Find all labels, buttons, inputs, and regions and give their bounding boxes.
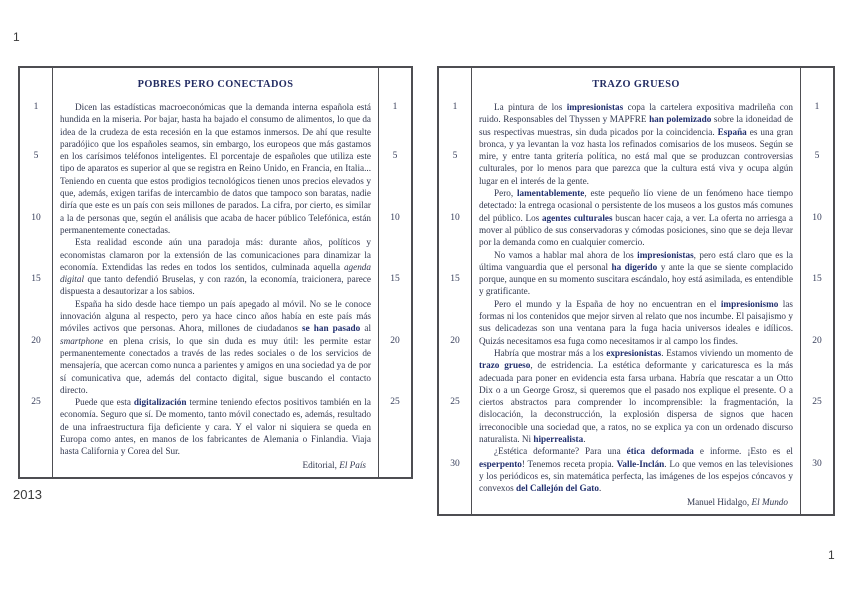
paragraph	[479, 445, 793, 494]
line-number: 1	[33, 102, 39, 112]
paragraph	[479, 101, 793, 187]
text-segment: hiperrealista	[533, 434, 584, 445]
paragraph	[60, 236, 371, 297]
text-segment: ha digerido	[611, 261, 658, 272]
line-number: 25	[390, 397, 400, 408]
text-segment: , este pequeño lío viene de un fenómeno hace tiempo detectado: la entrega ocasional o persistente de los museos a los gustos más comunes del público. Los	[479, 188, 793, 223]
text-segment: Dicen las estadísticas macroeconómicas que la demanda interna española está hundida en la miseria. Por bajar, hasta ha bajado el consumo de alimentos, lo que da idea de la crudeza de esta recesión en la que estamos inmersos. De ahí que resulte paradójico que los españoles seamos, sin embargo, los europeos que más gastamos en los carísimos teléfonos inteligentes. El porcentaje de españoles que utiliza este tipo de aparatos es superior al que se registra en Reino Unido, en Francia, en Italia... Teniendo en cuenta que estos prodigios tecnológicos tienen unos precios elevados y que, además, exigen tarifas de intercambio de datos que tampoco son baratas, nadie diría que este es un país con seis millones de parados. La cifra, por cierto, es similar a la de personas que, según el análisis que acaba de hacer público Telefónica, están permanentemente conectadas.	[60, 102, 371, 235]
text-segment: El País	[339, 459, 366, 470]
article-title-right: TRAZO GRUESO	[592, 79, 680, 90]
text-segment: las formas ni los contenidos que mejor sirven al relato que nos incumbe. El paisajismo y sus delicadezas son una ventana para la fuga hacia universos ideales e idílicos. Quizás necesitamos esa fuga como necesitamos ir al campo los findes.	[479, 298, 793, 346]
text-segment: es una gran bronca, y ya levantan la voz hasta los refinados comisarios de los museos. Según se mire, y entre tanta gritería política, no está mal que se produzcan controversias culturales, por lo menos para que parezca que la cultura está viva y ocupa algún lugar en el interés de la gente.	[479, 126, 793, 186]
text-segment: ¿Estética deformante? Para una	[494, 446, 627, 457]
text-segment: al	[360, 323, 371, 334]
text-segment: e informe. ¡Esto es el	[693, 446, 793, 457]
text-segment: ! Tenemos receta propia.	[521, 458, 617, 469]
text-segment: No vamos a hablar mal ahora de los	[494, 249, 638, 260]
text-segment: en plena crisis, lo que sin duda es muy útil: les permite estar permanentemente conectados a través de las redes sociales o de los servicios de mensajería, que acercan como nunca a parientes y amigos en una sociedad ya de por sí comunicativa que, además del contacto digital, sigue buscando el contacto directo.	[60, 335, 371, 395]
text-segment: Manuel Hidalgo,	[686, 496, 752, 507]
text-segment: España ha sido desde hace tiempo un país apegado al móvil. No se le conoce innovación alguna al respecto, pero ya hace cinco años había en este país más móviles activos que personas. Ahora, millones de ciudadanos	[60, 298, 371, 334]
text-segment: agentes culturales	[541, 212, 613, 223]
line-number: 25	[450, 397, 460, 408]
text-segment: Puede que esta	[75, 397, 134, 408]
signature	[479, 496, 793, 508]
line-number: 25	[31, 397, 41, 408]
line-number: 20	[31, 335, 41, 346]
text-segment: lamentablemente	[516, 188, 585, 199]
line-number: 10	[390, 212, 400, 223]
text-segment: copa la cartelera expositiva madrileña con ruido. Responsables del Thyssen y MAPFRE	[479, 102, 794, 125]
line-number: 20	[812, 335, 822, 346]
line-number: 1	[392, 102, 398, 112]
article-title-left: POBRES PERO CONECTADOS	[137, 79, 294, 90]
text-segment: impresionistas	[566, 102, 624, 112]
text-segment: , de estridencia. La estética deformante y caricaturesca es la más adecuada para poner en evidencia esta farsa urbana. Habría que rescatar a un Otto Dix o a un George Grosz, si queremos que el pasado nos explique el presente. O a ciertos abstractos para comprender lo incomprensible: la fragmentación, la dislocación, la deconstrucción, la explosión dispersa de signos que hacen irreconocible una sociedad que, a ratos, no se explica ya con un ordenado discurso naturalista. Ni	[479, 360, 793, 445]
article-left-content	[53, 68, 378, 477]
text-segment: impresionismo	[720, 298, 779, 309]
line-number: 20	[450, 335, 460, 346]
page-number-top-left: 1	[13, 30, 20, 44]
text-segment: Pero el mundo y la España de hoy no encuentran en el	[494, 298, 721, 309]
text-segment: trazo grueso	[479, 360, 531, 371]
line-number: 1	[814, 102, 820, 112]
paragraph	[60, 101, 371, 236]
text-segment: agenda digital	[60, 261, 371, 285]
signature	[60, 459, 371, 471]
text-segment: impresionistas	[637, 249, 694, 260]
line-number: 20	[390, 335, 400, 346]
line-number: 15	[31, 274, 41, 285]
line-number-gutter	[439, 68, 472, 514]
text-segment: , pero está claro que es la última vanguardia que el personal	[479, 249, 793, 272]
line-number: 25	[812, 397, 822, 408]
line-number: 5	[814, 151, 820, 162]
paragraph	[479, 187, 793, 248]
text-segment: Esta realidad esconde aún una paradoja más: durante años, políticos y economistas clamaron por la extensión de las comunicaciones para dinamizar la economía. Extendidas las redes en todos los sentidos, culminada aquella	[60, 237, 371, 272]
text-segment: expresionistas	[606, 347, 662, 358]
line-number: 5	[392, 151, 398, 162]
paragraph	[479, 249, 793, 298]
text-segment: España	[717, 126, 747, 137]
text-segment: y ante la que se siente complacido porque, aunque en su momento suscitara escándalo, hoy está asimilada, es entendible y gratificante.	[479, 261, 793, 297]
text-segment: esperpento	[479, 458, 522, 469]
line-number: 5	[452, 151, 458, 162]
text-segment: termine teniendo efectos positivos también en la economía. Seguro que sí. De momento, tanto móvil conectado es, además, resultado de una infraestructura fija deficiente y cara. Y el valor ni siquiera se queda en Europa como antes, en manos de los fabricantes de Alemania o Finlandia. Viaja hasta California y Corea del Sur.	[60, 397, 371, 457]
line-number: 1	[452, 102, 458, 112]
text-segment: del Callejón del Gato	[516, 483, 599, 494]
line-number: 30	[812, 458, 822, 469]
text-segment: .	[598, 483, 602, 494]
line-number: 10	[31, 212, 41, 223]
line-number: 15	[812, 274, 822, 285]
line-number-gutter	[800, 68, 833, 514]
text-segment: buscan hacer caja, a ver. La oferta no arriesga a mover al público de sus conservadoras y cómodas posiciones, sino que se deja llevar por la demanda como en cualquier comercio.	[479, 212, 794, 248]
article-right-content	[472, 68, 800, 514]
text-segment: Habría que mostrar más a los	[494, 347, 607, 358]
paragraph	[60, 396, 371, 457]
line-number: 15	[450, 274, 460, 285]
line-number: 5	[33, 151, 39, 162]
page-number-bottom-right: 1	[828, 548, 835, 562]
text-segment: El Mundo	[751, 496, 788, 507]
line-number-gutter	[378, 68, 411, 477]
text-segment: que tanto defendió Bruselas, y con razón, la economía, traicionera, parece dispuesta a desautorizar a los sabios.	[60, 274, 371, 297]
text-segment: sobre la idoneidad de sus respectivas muestras, sin duda picados por la coincidencia.	[479, 114, 793, 137]
text-segment: . Estamos viviendo un momento de	[661, 347, 793, 358]
paragraph	[60, 298, 371, 396]
text-segment: Editorial,	[302, 459, 340, 470]
paragraph	[479, 347, 793, 445]
article-box-right	[437, 66, 835, 516]
text-segment: se han pasado	[302, 323, 361, 334]
text-segment: . Lo que vemos en las televisiones y los periódicos es, sin matemática perfecta, las imágenes de los espejos cóncavos y convexos	[479, 458, 794, 494]
line-number: 30	[450, 458, 460, 469]
year-label: 2013	[13, 487, 42, 502]
line-number: 15	[390, 274, 400, 285]
line-number-gutter	[20, 68, 53, 477]
text-segment: ética deformada	[626, 446, 694, 457]
text-segment: .	[583, 434, 586, 445]
text-segment: Pero,	[494, 188, 517, 199]
article-box-left	[18, 66, 413, 479]
paragraph	[479, 298, 793, 347]
text-segment: smartphone	[60, 335, 104, 346]
line-number: 10	[812, 212, 822, 223]
line-number: 10	[450, 212, 460, 223]
text-segment: han polemizado	[649, 114, 712, 125]
text-segment: digitalización	[133, 397, 187, 408]
text-segment: Valle-Inclán	[616, 458, 665, 469]
text-segment: La pintura de los	[494, 102, 567, 112]
